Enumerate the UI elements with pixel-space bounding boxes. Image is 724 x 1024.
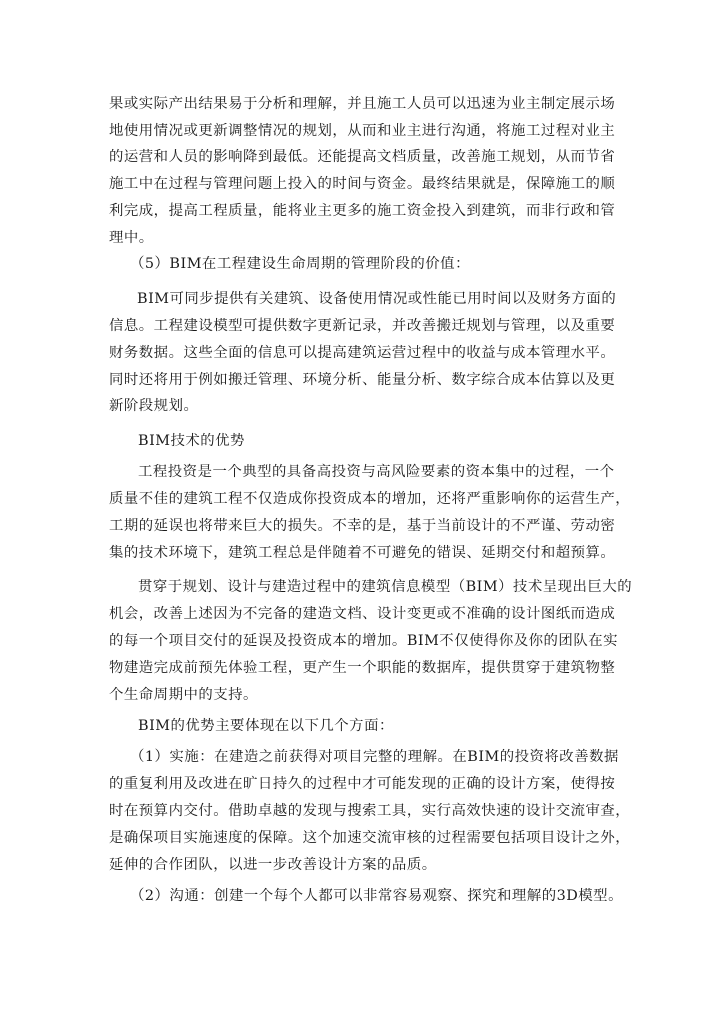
text-line: 工期的延误也将带来巨大的损失。不幸的是，基于当前设计的不严谨、劳动密	[109, 518, 616, 534]
text-line: （1）实施：在建造之前获得对项目完整的理解。在BIM的投资将改善数据	[130, 749, 619, 765]
text-line: 果或实际产出结果易于分析和理解，并且施工人员可以迅速为业主制定展示场	[109, 96, 616, 112]
text-line: 同时还将用于例如搬迁管理、环境分析、能量分析、数字综合成本估算以及更	[109, 372, 616, 388]
section-heading: （5）BIM在工程建设生命周期的管理阶段的价值：	[130, 256, 470, 272]
text-line: 贯穿于规划、设计与建造过程中的建筑信息模型（BIM）技术呈现出巨大的	[138, 579, 633, 595]
text-line: 信息。工程建设模型可提供数字更新记录，并改善搬迁规划与管理，以及重要	[109, 318, 616, 334]
text-line: 集的技术环境下，建筑工程总是伴随着不可避免的错误、延期交付和超预算。	[109, 545, 616, 561]
text-line: 新阶段规划。	[109, 398, 199, 414]
text-line: 利完成，提高工程质量，能将业主更多的施工资金投入到建筑，而非行政和管	[109, 203, 616, 219]
text-line: 延伸的合作团队，以进一步改善设计方案的品质。	[109, 857, 437, 873]
section-heading: BIM技术的优势	[138, 433, 245, 449]
text-line: 的每一个项目交付的延误及投资成本的增加。BIM不仅使得你及你的团队在实	[109, 633, 618, 649]
text-line: BIM可同步提供有关建筑、设备使用情况或性能已用时间以及财务方面的	[137, 291, 617, 307]
text-line: 工程投资是一个典型的具备高投资与高风险要素的资本集中的过程，一个	[138, 464, 615, 480]
text-line: 个生命周期中的支持。	[109, 687, 258, 703]
text-line: 质量不佳的建筑工程不仅造成你投资成本的增加，还将严重影响你的运营生产，	[109, 491, 631, 507]
text-line: 财务数据。这些全面的信息可以提高建筑运营过程中的收益与成本管理水平。	[109, 345, 616, 361]
text-line: 施工中在过程与管理问题上投入的时间与资金。最终结果就是，保障施工的顺	[109, 176, 616, 192]
text-line: 的重复利用及改进在旷日持久的过程中才可能发现的正确的设计方案，使得按	[109, 776, 616, 792]
text-line: 时在预算内交付。借助卓越的发现与搜索工具，实行高效快速的设计交流审查，	[109, 803, 631, 819]
text-line: （2）沟通：创建一个每个人都可以非常容易观察、探究和理解的3D模型。	[130, 888, 623, 904]
text-line: 是确保项目实施速度的保障。这个加速交流审核的过程需要包括项目设计之外，	[109, 830, 631, 846]
text-line: 物建造完成前预先体验工程，更产生一个职能的数据库，提供贯穿于建筑物整	[109, 660, 616, 676]
text-line: 机会，改善上述因为不完备的建造文档、设计变更或不准确的设计图纸而造成	[109, 606, 616, 622]
text-line: 的运营和人员的影响降到最低。还能提高文档质量，改善施工规划，从而节省	[109, 149, 616, 165]
text-line: 地使用情况或更新调整情况的规划，从而和业主进行沟通，将施工过程对业主	[109, 123, 616, 139]
section-heading: BIM的优势主要体现在以下几个方面：	[138, 718, 394, 734]
text-line: 理中。	[109, 230, 154, 246]
